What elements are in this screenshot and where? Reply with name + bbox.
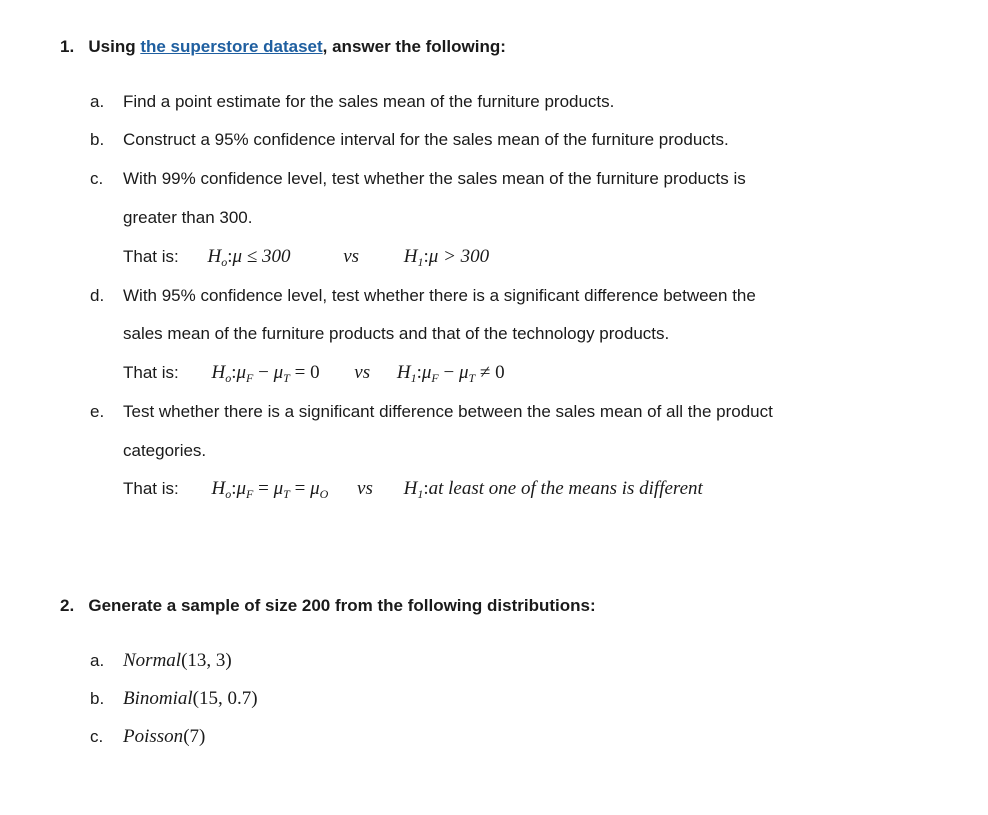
hypothesis-e: That is: $H_o:\mu_F = \mu_T = \mu_O$ vs $H_1:at$ least one of the means is different bbox=[123, 478, 703, 501]
question-2-heading: 2. Generate a sample of size 200 from the following distributions: bbox=[60, 596, 596, 615]
hypothesis-d: That is: $H_o:\mu_F - \mu_T = 0$ vs $H_1:\mu_F - \mu_T \ne 0$ bbox=[123, 362, 505, 385]
item-2a: a. Normal(13, 3) bbox=[90, 650, 232, 671]
item-2c: c. Poisson(7) bbox=[90, 726, 206, 747]
item-1c-cont: greater than 300. bbox=[123, 208, 253, 227]
item-1d: d. With 95% confidence level, test whether there is a significant difference between the bbox=[90, 286, 756, 305]
question-1-heading: 1. Using the superstore dataset, answer the following: bbox=[60, 37, 506, 56]
item-1d-cont: sales mean of the furniture products and that of the technology products. bbox=[123, 324, 670, 343]
item-1a: a. Find a point estimate for the sales mean of the furniture products. bbox=[90, 92, 615, 111]
item-1e-cont: categories. bbox=[123, 441, 207, 460]
item-1e: e. Test whether there is a significant difference between the sales mean of all the product bbox=[90, 402, 773, 421]
superstore-dataset-link[interactable]: the superstore dataset bbox=[140, 37, 323, 56]
item-1b: b. Construct a 95% confidence interval for the sales mean of the furniture products. bbox=[90, 130, 729, 149]
item-1c: c. With 99% confidence level, test whether the sales mean of the furniture products is bbox=[90, 169, 746, 188]
hypothesis-c: That is: $H_o:\mu \le 300$ vs $H_1:\mu > 300$ bbox=[123, 246, 490, 269]
item-2b: b. Binomial(15, 0.7) bbox=[90, 688, 258, 709]
